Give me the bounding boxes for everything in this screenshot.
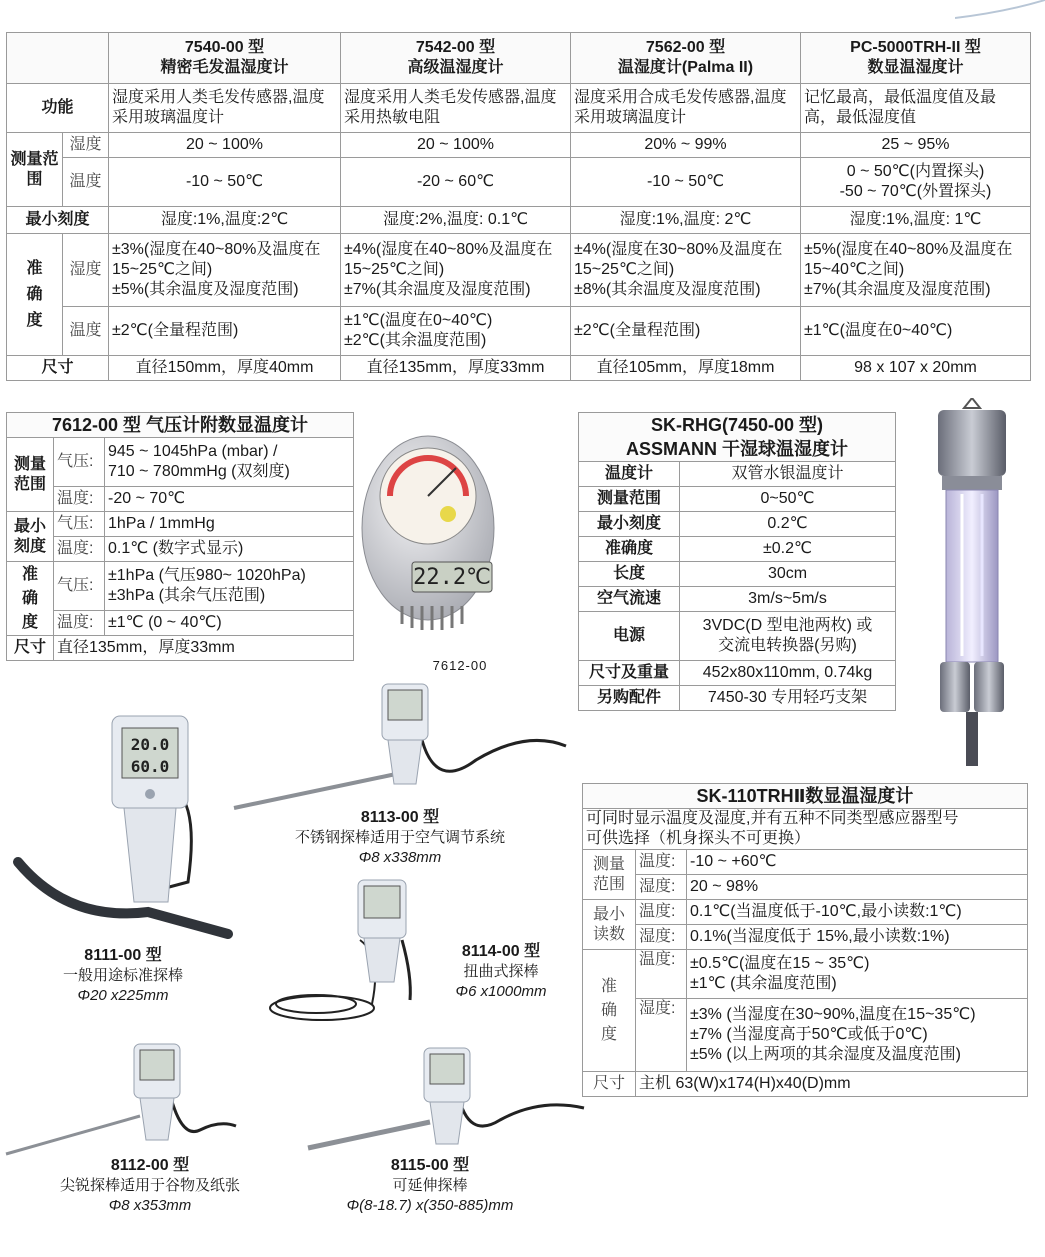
cell: ±3%(湿度在40~80%及温度在15~25℃之间) ±5%(其余温度及湿度范围) — [109, 234, 341, 307]
psychrometer-photo — [918, 398, 1028, 766]
row-label: 尺寸 — [7, 356, 109, 381]
acc-hum-row — [7, 234, 1031, 307]
cell: 湿度:2%,温度: 0.1℃ — [341, 207, 571, 234]
product-header: 7540-00 型 精密毛发温湿度计 — [109, 33, 341, 84]
device-8114-photo — [262, 876, 452, 1026]
probe-caption: 8114-00 型 扭曲式探棒 Φ6 x1000mm — [455, 943, 547, 1000]
cell: ±5%(湿度在40~80%及温度在15~40℃之间) ±7%(其余温度及湿度范围) — [801, 234, 1031, 307]
row-label: 准确度 — [7, 562, 54, 636]
sub-label: 温度 — [63, 158, 109, 207]
cell: 0~50℃ — [680, 487, 896, 512]
cell: ±2℃(全量程范围) — [571, 307, 801, 356]
cell: 0 ~ 50℃(内置探头) -50 ~ 70℃(外置探头) — [801, 158, 1031, 207]
sub-label: 温度 — [63, 307, 109, 356]
cell: 0.1℃(当温度低于-10℃,最小读数:1℃) — [687, 900, 1028, 925]
row-label: 电源 — [579, 612, 680, 661]
cell: 1hPa / 1mmHg — [105, 512, 354, 537]
product-header: 7562-00 型 温湿度计(Palma II) — [571, 33, 801, 84]
temp-range-row — [7, 158, 1031, 207]
row-label: 长度 — [579, 562, 680, 587]
decorative-swoosh — [955, 0, 1045, 20]
cell: 直径135mm，厚度33mm — [341, 356, 571, 381]
function-row — [7, 84, 1031, 133]
sub-label: 气压: — [54, 512, 105, 537]
barometer-lcd: 22.2℃ — [413, 565, 491, 590]
spec-table-7450 — [578, 412, 896, 711]
header-row — [7, 33, 1031, 84]
barometer-photo — [356, 424, 496, 644]
acc-temp-row — [7, 307, 1031, 356]
size-row — [7, 356, 1031, 381]
cell: ±0.5℃(温度在15 ~ 35℃) ±1℃ (其余温度范围) — [687, 950, 1028, 999]
cell: -10 ~ 50℃ — [109, 158, 341, 207]
cell: 湿度采用人类毛发传感器,温度采用玻璃温度计 — [109, 84, 341, 133]
sub-label: 湿度: — [636, 925, 687, 950]
lcd-top: 20.0 — [130, 735, 170, 754]
cell: ±0.2℃ — [680, 537, 896, 562]
sub-label: 温度: — [54, 487, 105, 512]
cell: 0.1℃ (数字式显示) — [105, 537, 354, 562]
cell: ±1hPa (气压980~ 1020hPa) ±3hPa (其余气压范围) — [105, 562, 354, 611]
probe-caption: 8111-00 型 一般用途标准探棒 Φ20 x225mm — [62, 947, 183, 1004]
cell: ±4%(湿度在30~80%及温度在15~25℃之间) ±8%(其余温度及湿度范围) — [571, 234, 801, 307]
sub-label: 温度: — [636, 850, 687, 875]
cell: -20 ~ 60℃ — [341, 158, 571, 207]
cell: 20 ~ 100% — [109, 133, 341, 158]
product-header: 7542-00 型 高级温湿度计 — [341, 33, 571, 84]
cell: ±1℃ (0 ~ 40℃) — [105, 611, 354, 636]
sub-label: 温度: — [54, 537, 105, 562]
table-title: 7612-00 型 气压计附数显温度计 — [7, 413, 354, 438]
row-label: 测量范围 — [7, 438, 54, 512]
cell: ±1℃(温度在0~40℃) — [801, 307, 1031, 356]
cell: 3VDC(D 型电池两枚) 或 交流电转换器(另购) — [680, 612, 896, 661]
table-title: SK-110TRHⅡ数显温湿度计 — [583, 784, 1028, 809]
row-label: 空气流速 — [579, 587, 680, 612]
sub-label: 湿度: — [636, 999, 687, 1072]
cell: 主机 63(W)x174(H)x40(D)mm — [636, 1072, 1028, 1097]
spec-table-110trh — [582, 783, 1028, 1097]
cell: ±3% (当湿度在30~90%,温度在15~35℃) ±7% (当湿度高于50℃或低于0℃) ±5% (以上两项的其余湿度及温度范围) — [687, 999, 1028, 1072]
probe-caption: 8112-00 型 尖锐探棒适用于谷物及纸张 Φ8 x353mm — [59, 1157, 240, 1214]
row-label: 温度计 — [579, 462, 680, 487]
cell: 0.1%(当湿度低于 15%,最小读数:1%) — [687, 925, 1028, 950]
cell: 452x80x110mm, 0.74kg — [680, 661, 896, 686]
sub-label: 气压: — [54, 562, 105, 611]
device-8112-photo — [0, 1040, 240, 1160]
device-8115-photo — [300, 1044, 590, 1154]
photo-caption: 7612-00 — [432, 658, 488, 673]
cell: 直径105mm，厚度18mm — [571, 356, 801, 381]
row-label: 测量范围 — [7, 133, 63, 207]
cell: 30cm — [680, 562, 896, 587]
min-div-row — [7, 207, 1031, 234]
sub-label: 气压: — [54, 438, 105, 487]
row-label: 最小刻度 — [7, 512, 54, 562]
cell: 98 x 107 x 20mm — [801, 356, 1031, 381]
row-label: 准确度 — [583, 950, 636, 1072]
cell: ±1℃(温度在0~40℃) ±2℃(其余温度范围) — [341, 307, 571, 356]
row-label: 尺寸及重量 — [579, 661, 680, 686]
probe-caption: 8113-00 型 不锈钢探棒适用于空气调节系统 Φ8 x338mm — [294, 809, 505, 866]
cell: 20% ~ 99% — [571, 133, 801, 158]
probe-caption: 8115-00 型 可延伸探棒 Φ(8-18.7) x(350-885)mm — [346, 1157, 514, 1214]
row-label: 尺寸 — [583, 1072, 636, 1097]
lcd-bottom: 60.0 — [130, 757, 170, 776]
cell: 双管水银温度计 — [680, 462, 896, 487]
cell: 湿度:1%,温度: 1℃ — [801, 207, 1031, 234]
device-8113-photo — [226, 680, 576, 810]
cell: 直径150mm，厚度40mm — [109, 356, 341, 381]
cell: ±2℃(全量程范围) — [109, 307, 341, 356]
table-title: SK-RHG(7450-00 型) ASSMANN 干湿球温湿度计 — [579, 413, 896, 462]
row-label: 最小刻度 — [7, 207, 109, 234]
sub-label: 温度: — [54, 611, 105, 636]
hum-range-row — [7, 133, 1031, 158]
cell: 直径135mm，厚度33mm — [54, 636, 354, 661]
cell: 湿度:1%,温度: 2℃ — [571, 207, 801, 234]
cell: 湿度采用人类毛发传感器,温度采用热敏电阻 — [341, 84, 571, 133]
main-spec-table — [6, 32, 1031, 381]
row-label: 最小读数 — [583, 900, 636, 950]
row-label: 准确度 — [7, 234, 63, 356]
row-label: 测量范围 — [579, 487, 680, 512]
cell: 记忆最高，最低温度值及最高，最低湿度值 — [801, 84, 1031, 133]
cell: 20 ~ 100% — [341, 133, 571, 158]
sub-label: 温度: — [636, 950, 687, 999]
row-label: 尺寸 — [7, 636, 54, 661]
sub-label: 温度: — [636, 900, 687, 925]
description: 可同时显示温度及湿度,并有五种不同类型感应器型号 可供选择（机身探头不可更换） — [583, 809, 1028, 850]
cell: 0.2℃ — [680, 512, 896, 537]
device-8111-photo — [8, 712, 238, 942]
cell: 25 ~ 95% — [801, 133, 1031, 158]
cell: -10 ~ +60℃ — [687, 850, 1028, 875]
cell: 7450-30 专用轻巧支架 — [680, 686, 896, 711]
row-label: 测量范围 — [583, 850, 636, 900]
cell: 3m/s~5m/s — [680, 587, 896, 612]
cell: 20 ~ 98% — [687, 875, 1028, 900]
cell: -10 ~ 50℃ — [571, 158, 801, 207]
product-header: PC-5000TRH-II 型 数显温湿度计 — [801, 33, 1031, 84]
sub-label: 湿度 — [63, 234, 109, 307]
cell: 湿度采用合成毛发传感器,温度采用玻璃温度计 — [571, 84, 801, 133]
sub-label: 湿度: — [636, 875, 687, 900]
spec-table-7612 — [6, 412, 354, 661]
row-label: 功能 — [7, 84, 109, 133]
row-label: 最小刻度 — [579, 512, 680, 537]
cell: ±4%(湿度在40~80%及温度在15~25℃之间) ±7%(其余温度及湿度范围) — [341, 234, 571, 307]
row-label: 准确度 — [579, 537, 680, 562]
cell: -20 ~ 70℃ — [105, 487, 354, 512]
row-label: 另购配件 — [579, 686, 680, 711]
sub-label: 湿度 — [63, 133, 109, 158]
cell: 湿度:1%,温度:2℃ — [109, 207, 341, 234]
cell: 945 ~ 1045hPa (mbar) / 710 ~ 780mmHg (双刻度) — [105, 438, 354, 487]
